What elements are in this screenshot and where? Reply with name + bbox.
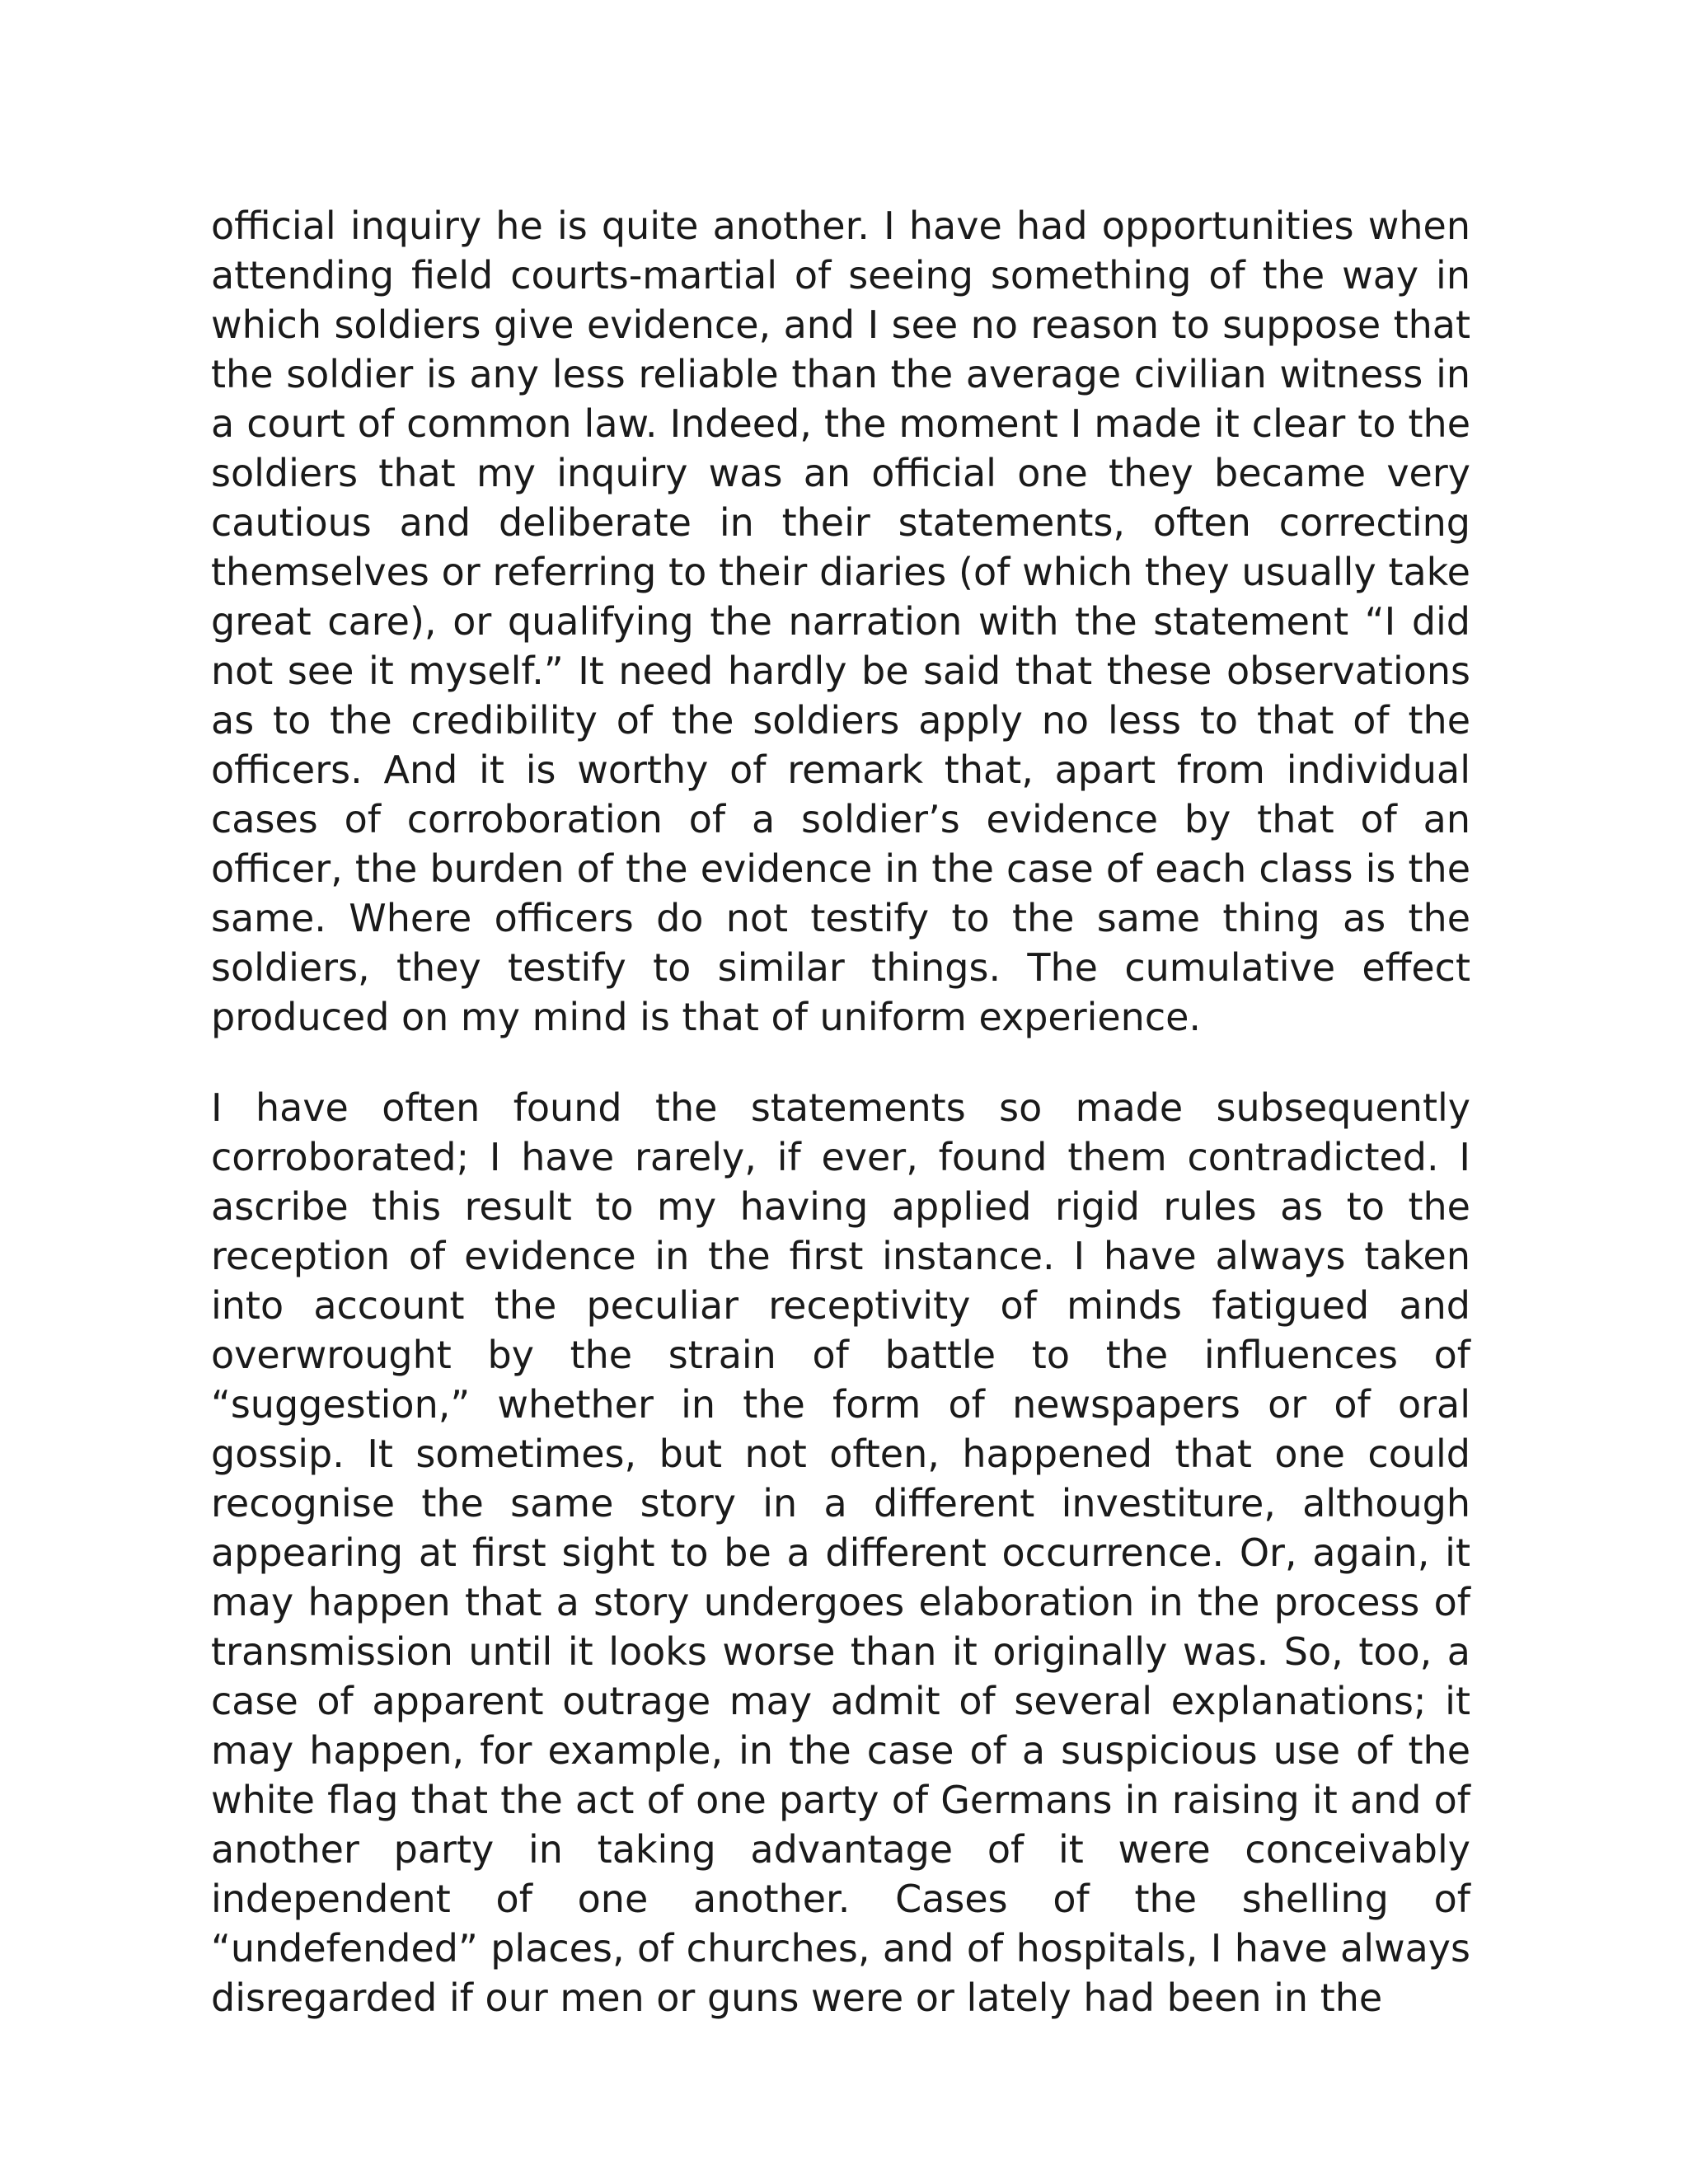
body-text (211, 201, 1470, 2022)
paragraph-2: I have often found the statements so made subsequently corroborated; I have rarely, if ever, found them contradicted. I ascribe this result to my having applied rigid rules as to the reception of evidence in the first instance. I have always taken into account the peculiar receptivity of minds fatigued and overwrought by the strain of battle to the influences of “suggestion,” whether in the form of newspapers or of oral gossip. It sometimes, but not often, happened that one could recognise the same story in a different investiture, although appearing at first sight to be a different occurrence. Or, again, it may happen that a story undergoes elaboration in the process of transmission until it looks worse than it originally was. So, too, a case of apparent outrage may admit of several explanations; it may happen, for example, in the case of a suspicious use of the white flag that the act of one party of Germans in raising it and of another party in taking advantage of it were conceivably independent of one another. Cases of the shelling of “undefended” places, of churches, and of hospitals, I have always disregarded if our men or guns were or lately had been in the (211, 1085, 1470, 2020)
paragraph-1: official inquiry he is quite another. I have had opportunities when attending field courts-martial of seeing something of the way in which soldiers give evidence, and I see no reason to suppose that the soldier is any less reliable than the average civilian witness in a court of common law. Indeed, the moment I made it clear to the soldiers that my inquiry was an official one they became very cautious and deliberate in their statements, often correcting themselves or referring to their diaries (of which they usually take great care), or qualifying the narration with the statement “I did not see it myself.” It need hardly be said that these observations as to the credibility of the soldiers apply no less to that of the officers. And it is worthy of remark that, apart from individual cases of corroboration of a soldier’s evidence by that of an officer, the burden of the evidence in the case of each class is the same. Where officers do not testify to the same thing as the soldiers, they testify to similar things. The cumulative effect produced on my mind is that of uniform experience. (211, 204, 1470, 1039)
